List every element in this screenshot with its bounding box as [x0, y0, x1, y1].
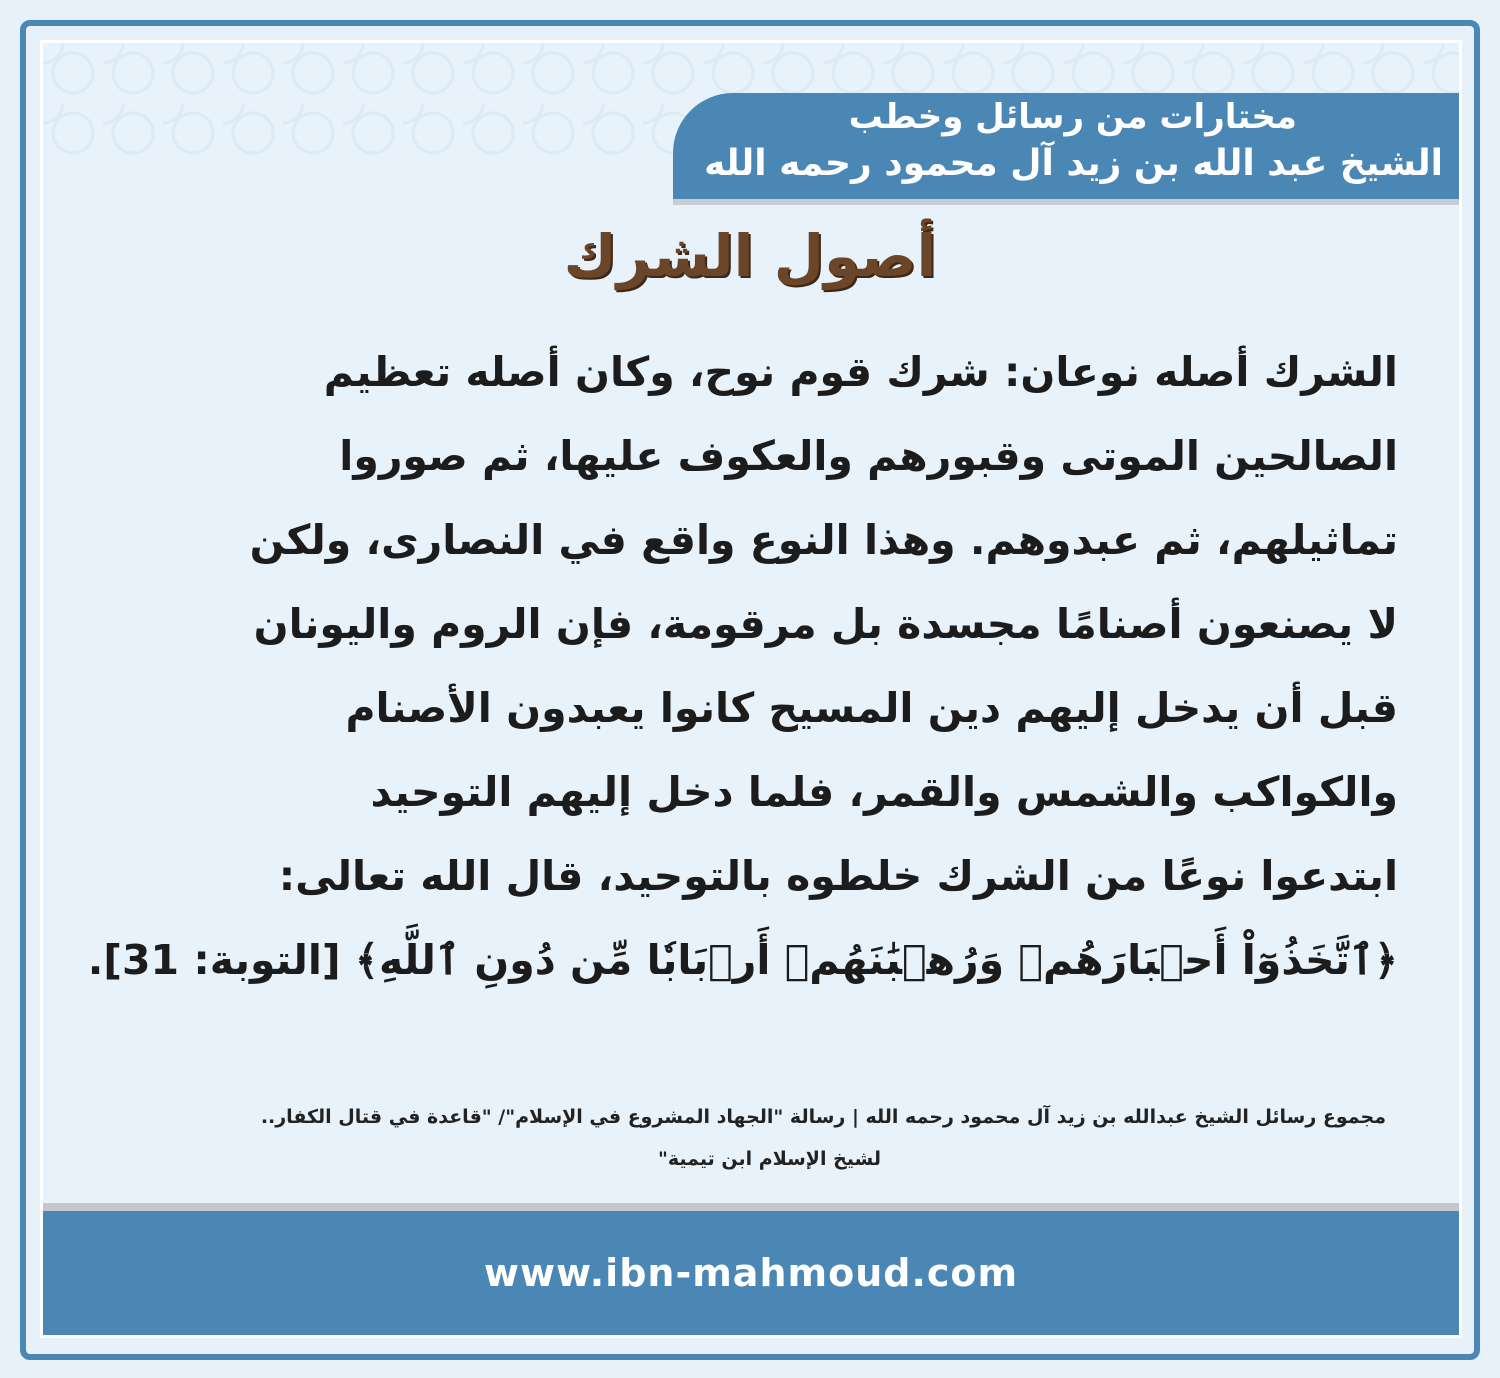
- body-line: تماثيلهم، ثم عبدوهم. وهذا النوع واقع في النصارى، ولكن: [249, 516, 1398, 564]
- body-line: والكواكب والشمس والقمر، فلما دخل إليهم التوحيد: [370, 768, 1398, 816]
- verse-line: [87, 918, 1398, 1002]
- body-line: قبل أن يدخل إليهم دين المسيح كانوا يعبدون الأصنام: [345, 684, 1398, 732]
- header-banner: [673, 93, 1459, 199]
- source-line-2: لشيخ الإسلام ابن تيمية": [657, 1148, 881, 1170]
- quran-verse: ﴿ٱتَّخَذُوٓاْ أَحۡبَارَهُمۡ وَرُهۡبَٰنَهُمۡ أَرۡبَابٗا مِّن دُونِ ٱللَّهِ﴾: [354, 936, 1398, 984]
- verse-citation: [التوبة: 31].: [87, 936, 341, 984]
- header-author: الشيخ عبد الله بن زيد آل محمود رحمه الله: [704, 143, 1443, 184]
- website-link[interactable]: www.ibn-mahmoud.com: [483, 1251, 1019, 1295]
- body-line: الشرك أصله نوعان: شرك قوم نوح، وكان أصله تعظيم: [323, 348, 1398, 396]
- header-subtitle: مختارات من رسائل وخطب: [848, 97, 1297, 137]
- body-line: لا يصنعون أصنامًا مجسدة بل مرقومة، فإن الروم واليونان: [253, 600, 1398, 648]
- source-line-1: مجموع رسائل الشيخ عبدالله بن زيد آل محمود رحمه الله | رسالة "الجهاد المشروع في الإسلام"/ "قاعدة في قتال الكفار..: [260, 1106, 1386, 1128]
- body-line: الصالحين الموتى وقبورهم والعكوف عليها، ثم صوروا: [339, 432, 1398, 480]
- page-title: أصول الشرك: [563, 222, 937, 290]
- source-note: [96, 1096, 1386, 1180]
- body-line: ابتدعوا نوعًا من الشرك خلطوه بالتوحيد، قال الله تعالى:: [278, 852, 1398, 900]
- footer-divider: [43, 1203, 1459, 1211]
- body-text: [87, 330, 1398, 1002]
